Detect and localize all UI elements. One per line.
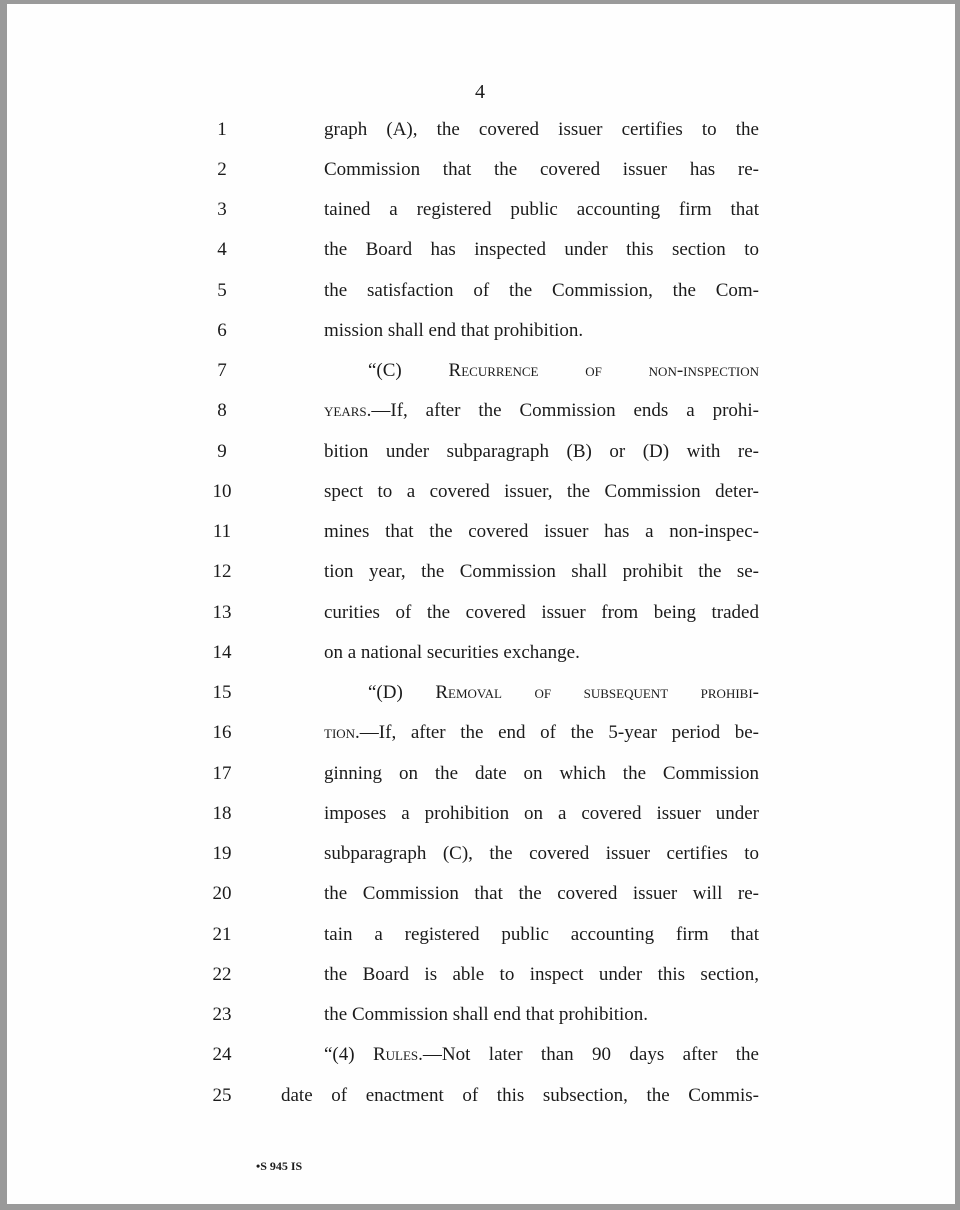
line-number: 21 [212, 924, 232, 945]
line-number: 16 [212, 722, 232, 743]
line-number: 13 [212, 602, 232, 623]
line-number: 23 [212, 1004, 232, 1025]
text-line: the Commission that the covered issuer will re- [324, 883, 759, 904]
text-line: the Board is able to inspect under this section, [324, 964, 759, 985]
paragraph-heading-line [324, 1043, 759, 1067]
line-number: 9 [217, 441, 227, 462]
line-number: 25 [212, 1085, 232, 1106]
line-number: 7 [217, 360, 227, 381]
text-line: ginning on the date on which the Commission [324, 763, 759, 784]
text-segment: —Not later than 90 days after the [422, 1044, 759, 1065]
text-line: bition under subparagraph (B) or (D) with re- [324, 441, 759, 462]
line-number: 24 [212, 1044, 232, 1065]
text-line: subparagraph (C), the covered issuer certifies to [324, 843, 759, 864]
text-line: the Board has inspected under this section to [324, 239, 759, 260]
text-line: tion year, the Commission shall prohibit the se- [324, 561, 759, 582]
text-line: mission shall end that prohibition. [324, 320, 584, 341]
line-number: 11 [212, 521, 232, 542]
line-number: 18 [212, 803, 232, 824]
text-segment: “(4) [324, 1044, 373, 1065]
subparagraph-heading: “(D) Removal of subsequent prohibi- [368, 682, 759, 703]
line-number: 5 [217, 280, 227, 301]
line-number: 6 [217, 320, 227, 341]
line-number: 15 [212, 682, 232, 703]
line-number: 10 [212, 481, 232, 502]
text-line: graph (A), the covered issuer certifies to the [324, 119, 759, 140]
subparagraph-heading: “(C) Recurrence of non-inspection [368, 360, 759, 381]
line-number: 19 [212, 843, 232, 864]
line-number: 22 [212, 964, 232, 985]
heading-tail: tion. [324, 722, 360, 743]
page-number: 4 [475, 81, 485, 103]
line-number: 20 [212, 883, 232, 904]
line-number: 17 [212, 763, 232, 784]
text-line: date of enactment of this subsection, the Commis- [281, 1085, 759, 1106]
text-line: curities of the covered issuer from being traded [324, 602, 759, 623]
paragraph-heading: Rules. [372, 1044, 423, 1065]
line-number: 12 [212, 561, 232, 582]
line-number: 2 [217, 159, 227, 180]
text-line: spect to a covered issuer, the Commission deter- [324, 481, 759, 502]
text-segment: —If, after the end of the 5-year period be- [359, 722, 759, 743]
text-line: tain a registered public accounting firm that [324, 924, 759, 945]
text-line: the satisfaction of the Commission, the Com- [324, 280, 759, 301]
bill-identifier: •S 945 IS [256, 1159, 303, 1173]
line-number: 4 [217, 239, 227, 260]
text-line: imposes a prohibition on a covered issuer under [324, 803, 759, 824]
line-number: 8 [217, 400, 227, 421]
text-segment: —If, after the Commission ends a prohi- [371, 400, 759, 421]
text-line: tained a registered public accounting firm that [324, 199, 759, 220]
line-number: 14 [212, 642, 232, 663]
line-number: 1 [217, 119, 227, 140]
text-line [324, 721, 759, 745]
text-line: the Commission shall end that prohibition. [324, 1004, 649, 1025]
text-line: on a national securities exchange. [324, 642, 580, 663]
text-line: Commission that the covered issuer has re- [324, 159, 759, 180]
heading-tail: years. [324, 400, 372, 421]
line-number: 3 [217, 199, 227, 220]
text-line [324, 399, 759, 423]
text-line: mines that the covered issuer has a non-inspec- [324, 521, 759, 542]
